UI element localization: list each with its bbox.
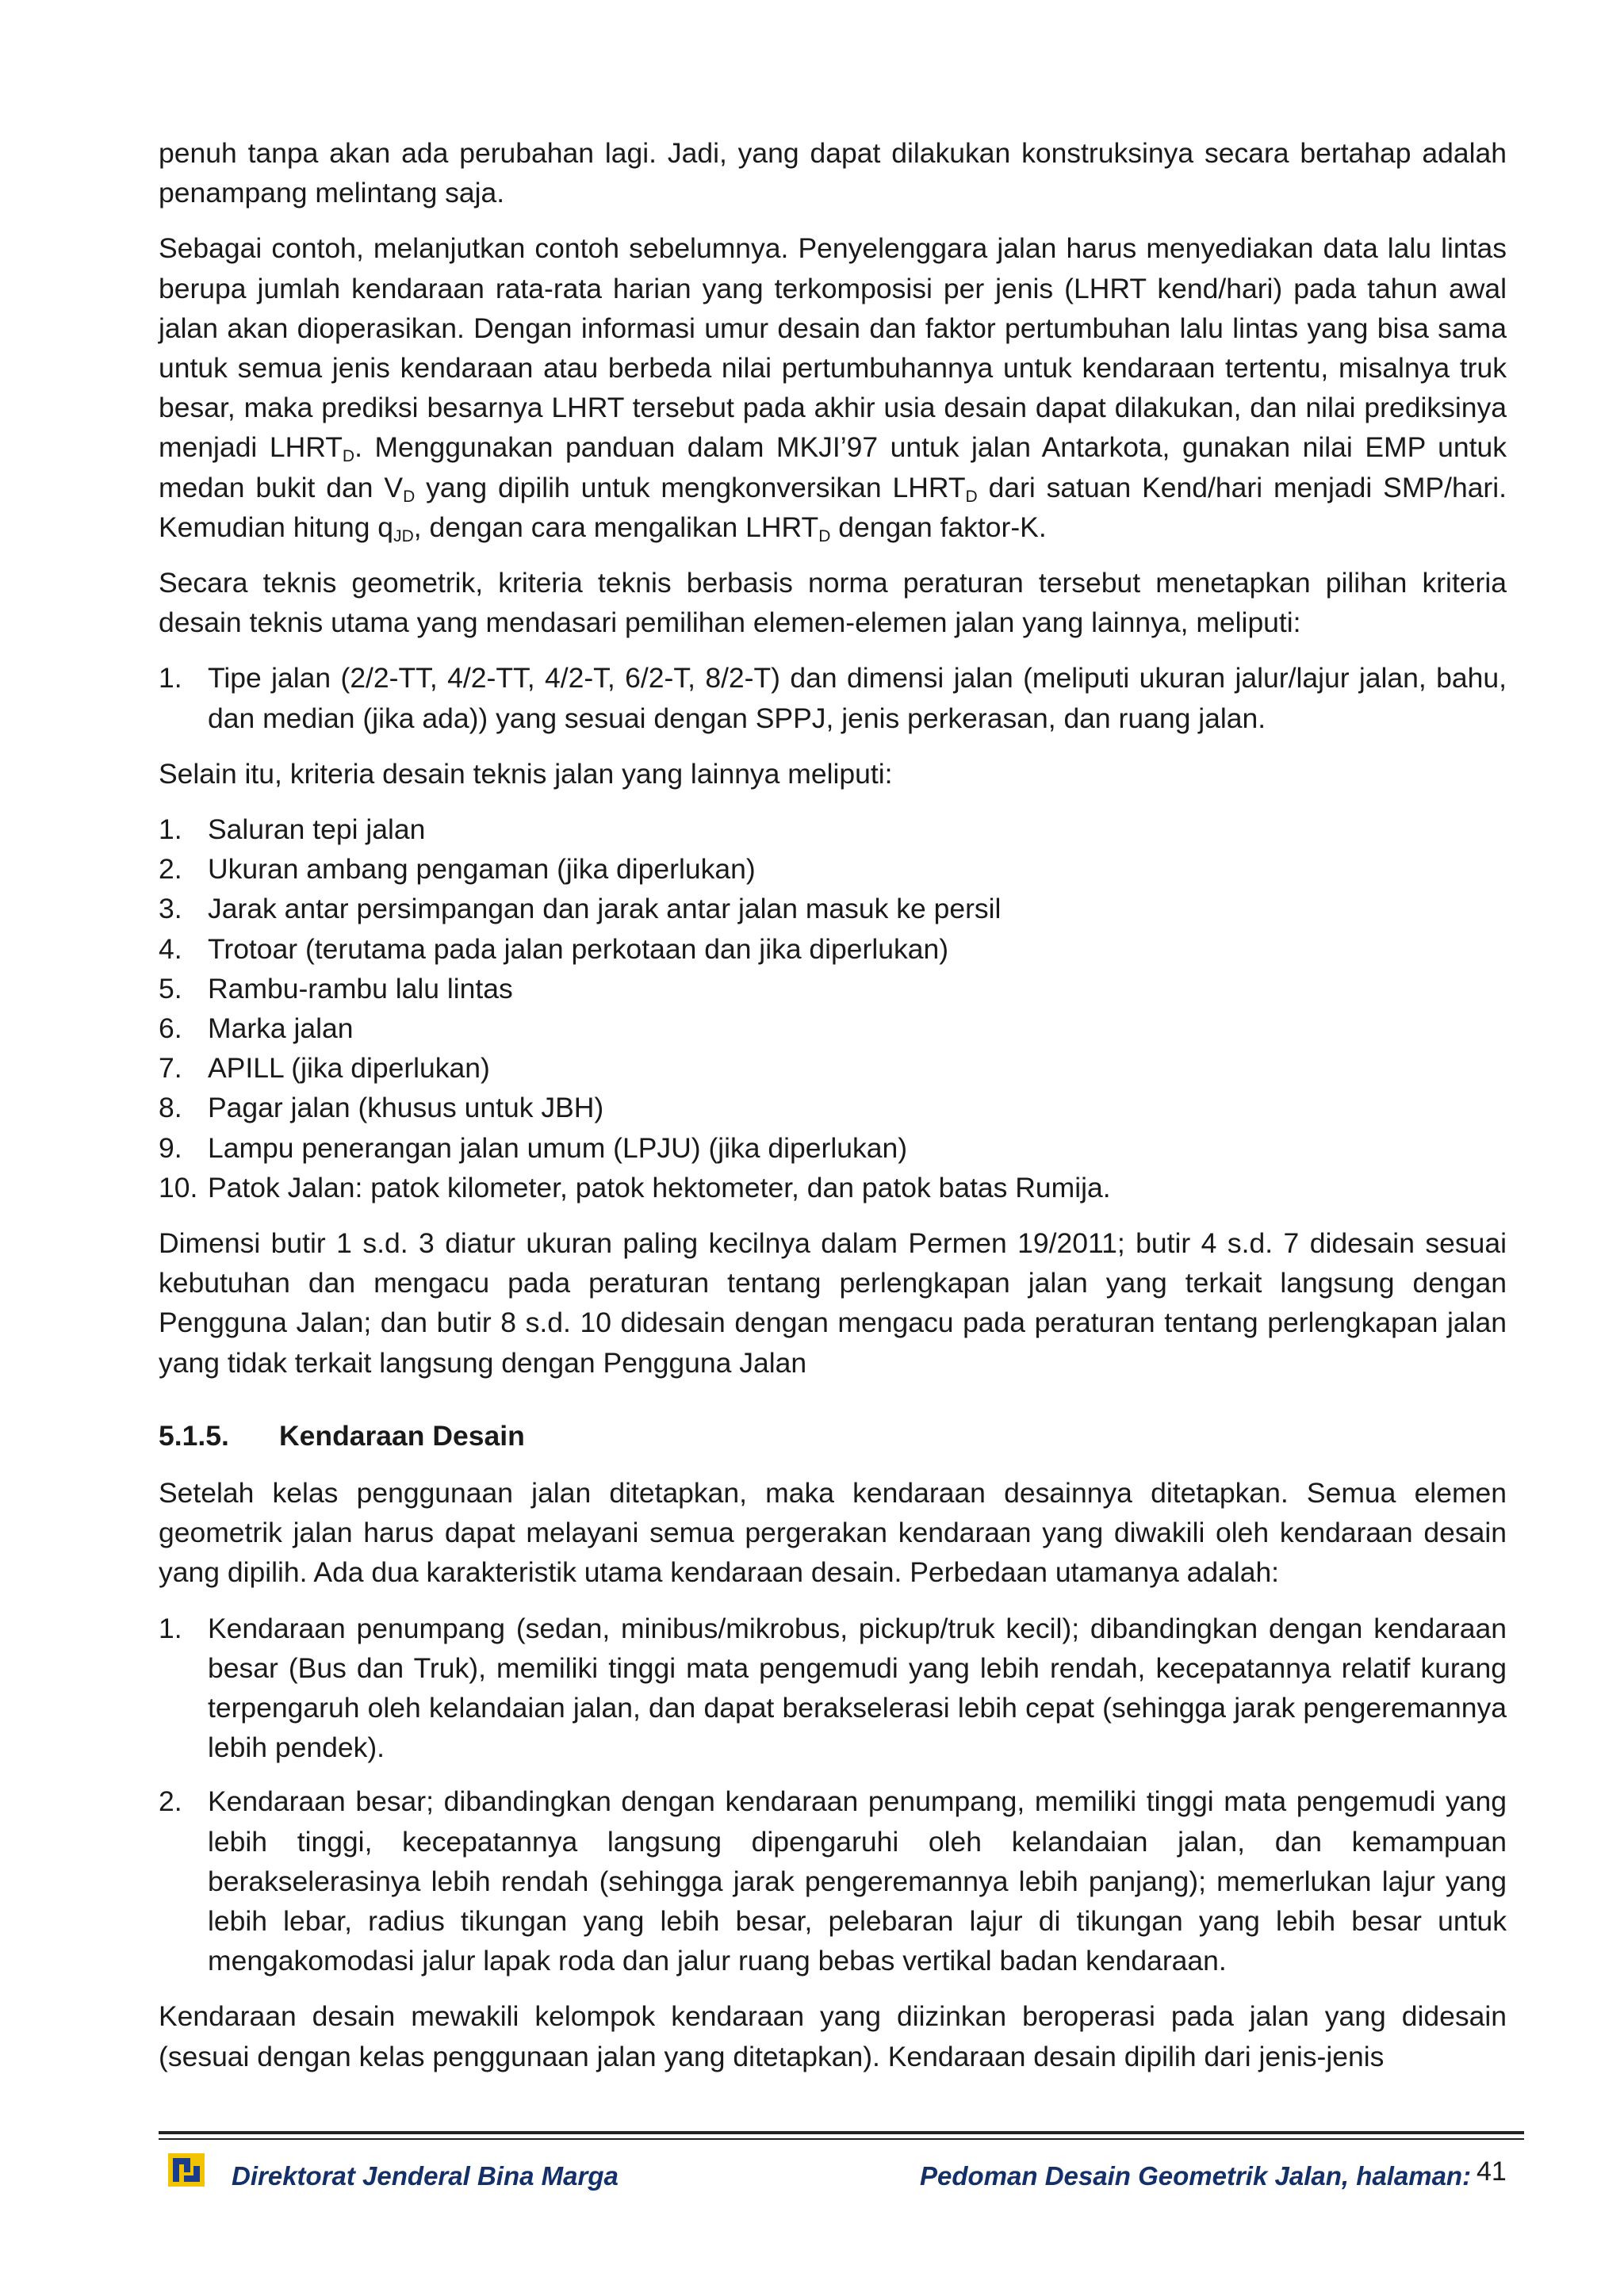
paragraph-3: Secara teknis geometrik, kriteria teknis berbasis norma peraturan tersebut menetapkan pilihan kriteria desain teknis utama yang mendasari pemilihan elemen-elemen jalan yang lainnya, meliputi:: [159, 567, 1507, 639]
footer-divider-thick: [159, 2131, 1524, 2134]
list-item-number: 1.: [159, 662, 182, 695]
vehicle-characteristics-list: [159, 1609, 1507, 1981]
section-title: Kendaraan Desain: [279, 1419, 525, 1452]
page-body: [159, 133, 1507, 2092]
list-item-text: Saluran tepi jalan: [208, 813, 426, 846]
paragraph-6: Setelah kelas penggunaan jalan ditetapkan, maka kendaraan desainnya ditetapkan. Semua elemen geometrik jalan harus dapat melayani semua pergerakan kendaraan yang diwakili oleh kendaraan desain yang dipilih. Ada dua karakteristik utama kendaraan desain. Perbedaan utamanya adalah:: [159, 1476, 1507, 1589]
paragraph-2-text-1: Sebagai contoh, melanjutkan contoh sebelumnya. Penyelenggara jalan harus menyediakan data lalu lintas berupa jumlah kendaraan rata-rata harian yang terkomposisi per jenis (LHRT kend/hari) pada tahun awal jalan akan dioperasikan. Dengan informasi umur desain dan faktor pertumbuhan lalu lintas yang bisa sama untuk semua jenis kendaraan atau berbeda nilai pertumbuhannya untuk kendaraan tertentu, misalnya truk besar, maka prediksi besarnya LHRT tersebut pada akhir usia desain dapat dilakukan, dan nilai prediksinya menjadi LHRT: [159, 232, 1507, 464]
list-item-number: 8.: [159, 1092, 182, 1124]
paragraph-2: [159, 228, 1507, 547]
list-item-number: 2.: [159, 1785, 182, 1818]
list-item-text: Kendaraan besar; dibandingkan dengan kendaraan penumpang, memiliki tinggi mata pengemudi yang lebih tinggi, kecepatannya langsung dipengaruhi oleh kelandaian jalan, dan kemampuan berakselerasinya lebih rendah (sehingga jarak pengeremannya lebih panjang); memerlukan lajur yang lebih lebar, radius tikungan yang lebih besar, pelebaran lajur di tikungan yang lebih besar untuk mengakomodasi jalur lapak roda dan jalur ruang bebas vertikal badan kendaraan.: [208, 1785, 1507, 1977]
list-item: [159, 809, 1507, 849]
list-item: [159, 849, 1507, 889]
list-item-text: Trotoar (terutama pada jalan perkotaan dan jika diperlukan): [208, 932, 949, 965]
subscript-d: D: [342, 447, 355, 466]
list-item-number: 1.: [159, 1612, 182, 1644]
list-item-text: Marka jalan: [208, 1012, 354, 1045]
list-item-text: Tipe jalan (2/2-TT, 4/2-TT, 4/2-T, 6/2-T, 8/2-T) dan dimensi jalan (meliputi ukuran jalur/lajur jalan, bahu, dan median (jika ada)) yang sesuai dengan SPPJ, jenis perkerasan, dan ruang jalan.: [208, 662, 1507, 734]
list-item-number: 10.: [159, 1171, 198, 1203]
paragraph-2-text-4: dari satuan Kend/hari menjadi SMP/hari. Kemudian hitung q: [159, 471, 1507, 543]
paragraph-2-text-6: dengan faktor-K.: [830, 511, 1047, 543]
list-item-number: 3.: [159, 893, 182, 925]
main-criteria-list: [159, 658, 1507, 737]
list-item-number: 7.: [159, 1052, 182, 1085]
list-item: [159, 1609, 1507, 1768]
paragraph-4: Selain itu, kriteria desain teknis jalan yang lainnya meliputi:: [159, 757, 893, 790]
footer-divider-thin: [159, 2138, 1524, 2140]
list-item-number: 9.: [159, 1131, 182, 1164]
paragraph-2-text-2: . Menggunakan panduan dalam MKJI’97 untuk jalan Antarkota, gunakan nilai EMP untuk medan bukit dan V: [159, 431, 1507, 503]
list-item-text: Ukuran ambang pengaman (jika diperlukan): [208, 853, 756, 886]
list-item-number: 1.: [159, 813, 182, 846]
list-item: [159, 1128, 1507, 1168]
paragraph-2-text-5: , dengan cara mengalikan LHRT: [413, 511, 819, 543]
list-item: [159, 929, 1507, 969]
other-criteria-list: [159, 809, 1507, 1207]
list-item-number: 6.: [159, 1012, 182, 1045]
list-item-text: Rambu-rambu lalu lintas: [208, 972, 513, 1004]
paragraph-2-text-3: yang dipilih untuk mengkonversikan LHRT: [415, 471, 966, 503]
list-item-text: Pagar jalan (khusus untuk JBH): [208, 1092, 604, 1124]
list-item-number: 5.: [159, 972, 182, 1004]
footer-organization: Direktorat Jenderal Bina Marga: [232, 2161, 619, 2191]
list-item-text: APILL (jika diperlukan): [208, 1052, 490, 1085]
subscript-d: D: [965, 487, 978, 506]
section-heading: [159, 1416, 1507, 1456]
list-item-text: Lampu penerangan jalan umum (LPJU) (jika diperlukan): [208, 1131, 908, 1164]
subscript-d: D: [818, 526, 831, 545]
subscript-d: D: [403, 487, 416, 506]
paragraph-1: penuh tanpa akan ada perubahan lagi. Jadi, yang dapat dilakukan konstruksinya secara bertahap adalah penampang melintang saja.: [159, 137, 1507, 209]
subscript-jd: JD: [393, 526, 414, 545]
list-item: [159, 1088, 1507, 1127]
list-item: [159, 1168, 1507, 1207]
section-number: 5.1.5.: [159, 1419, 229, 1452]
list-item-text: Kendaraan penumpang (sedan, minibus/mikrobus, pickup/truk kecil); dibandingkan dengan kendaraan besar (Bus dan Truk), memiliki tinggi mata pengemudi yang lebih rendah, kecepatannya relatif kurang terpengaruh oleh kelandaian jalan, dan dapat berakselerasi lebih cepat (sehingga jarak pengeremannya lebih pendek).: [208, 1612, 1507, 1764]
paragraph-5: Dimensi butir 1 s.d. 3 diatur ukuran paling kecilnya dalam Permen 19/2011; butir 4 s.d. 7 didesain sesuai kebutuhan dan mengacu pada peraturan tentang perlengkapan jalan yang terkait langsung dengan Pengguna Jalan; dan butir 8 s.d. 10 didesain dengan mengacu pada peraturan tentang perlengkapan jalan yang tidak terkait langsung dengan Pengguna Jalan: [159, 1227, 1507, 1379]
list-item-text: Jarak antar persimpangan dan jarak antar jalan masuk ke persil: [208, 893, 1002, 925]
list-item: [159, 1048, 1507, 1088]
list-item-number: 4.: [159, 932, 182, 965]
list-item: [159, 969, 1507, 1008]
list-item-number: 2.: [159, 853, 182, 886]
page-number: 41: [1477, 2156, 1507, 2187]
list-item: [159, 658, 1507, 737]
list-item: [159, 1008, 1507, 1048]
paragraph-7: Kendaraan desain mewakili kelompok kendaraan yang diizinkan beroperasi pada jalan yang didesain (sesuai dengan kelas penggunaan jalan yang ditetapkan). Kendaraan desain dipilih dari jenis-jenis: [159, 2000, 1507, 2072]
list-item-text: Patok Jalan: patok kilometer, patok hektometer, dan patok batas Rumija.: [208, 1171, 1111, 1203]
pu-logo-icon: [168, 2153, 205, 2187]
list-item: [159, 1781, 1507, 1980]
footer-document-title: Pedoman Desain Geometrik Jalan, halaman:: [920, 2161, 1472, 2191]
page-footer: [168, 2150, 1516, 2195]
list-item: [159, 889, 1507, 928]
